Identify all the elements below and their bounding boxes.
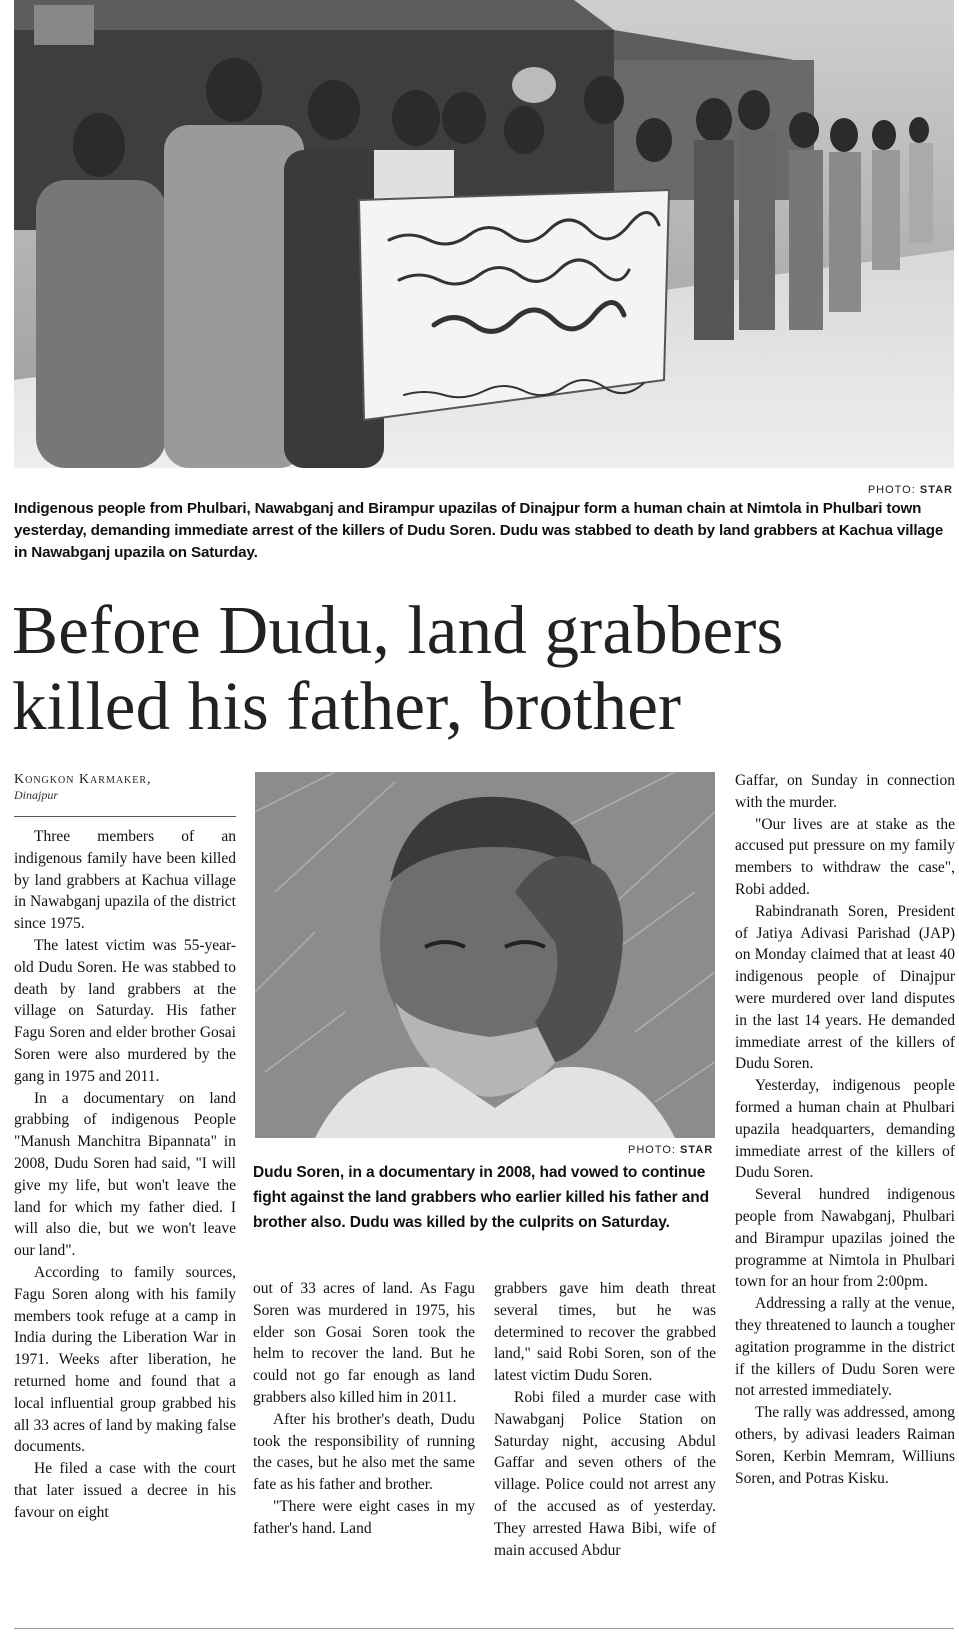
- paragraph: Rabindranath Soren, President of Jatiya Adivasi Parishad (JAP) on Monday claimed that at least 40 indigenous people of Dinajpur were murdered over land disputes in the last 14 years. He demanded immediate arrest of the killers of Dudu Soren.: [735, 902, 955, 1073]
- paragraph: According to family sources, Fagu Soren along with his family members took refuge at a camp in India during the Liberation War in 1971. Weeks after liberation, he returned home and found that a local influential group grabbed his all 33 acres of land by making false documents.: [14, 1263, 236, 1456]
- paragraph: out of 33 acres of land. As Fagu Soren was murdered in 1975, his elder son Gosai Soren took the helm to recover the land. But he could not go far enough as land grabbers also killed him in 2011.: [253, 1280, 475, 1406]
- credit-source: STAR: [680, 1144, 714, 1156]
- paragraph: After his brother's death, Dudu took the responsibility of running the cases, but he also met the same fate as his father and brother.: [253, 1410, 475, 1494]
- credit-source: STAR: [919, 484, 953, 496]
- paragraph: "Our lives are at stake as the accused put pressure on my family members to withdraw the case", Robi added.: [735, 815, 955, 898]
- photo-caption: Dudu Soren, in a documentary in 2008, had vowed to continue fight against the land grabbers who earlier killed his father and brother also. Dudu was killed by the culprits on Saturday.: [253, 1164, 710, 1231]
- paragraph: Yesterday, indigenous people formed a human chain at Phulbari upazila headquarters, demanding immediate arrest of the killers of Dudu Soren.: [735, 1077, 955, 1182]
- paragraph: Several hundred indigenous people from Nawabganj, Phulbari and Birampur upazilas joined the programme at Nimtola in Phulbari town for an hour from 2:00pm.: [735, 1186, 955, 1291]
- credit-label: PHOTO:: [867, 484, 916, 496]
- byline: [14, 772, 234, 803]
- dudu-soren-photo: [255, 772, 715, 1138]
- photo-caption: Indigenous people from Phulbari, Nawabganj and Birampur upazilas of Dinajpur form a human chain at Nimtola in Phulbari town yesterday, demanding immediate arrest of the killers of Dudu Soren. Dudu was stabbed to death by land grabbers at Kachua village in Nawabganj upazila on Saturday.: [14, 500, 944, 561]
- paragraph: In a documentary on land grabbing of indigenous People "Manush Manchitra Bipannata" in 2008, Dudu Soren had said, "I will give my life, but won't leave the land for which my father died. I will also die, but we won't leave our land".: [14, 1089, 236, 1260]
- paragraph: The rally was addressed, among others, by adivasi leaders Raiman Soren, Kerbin Memram, Williuns Soren, and Potras Kisku.: [735, 1404, 955, 1487]
- paragraph: He filed a case with the court that later issued a decree in his favour on eight: [14, 1460, 236, 1521]
- headline: Before Dudu, land grabbers killed his father, brother: [12, 592, 784, 744]
- paragraph: The latest victim was 55-year-old Dudu Soren. He was stabbed to death by land grabbers at the village on Saturday. His father Fagu Soren and elder brother Gosai Soren were also murdered by the gang in 1975 and 2011.: [14, 936, 236, 1085]
- article-column-3: [494, 1278, 716, 1561]
- photo-credit: [868, 484, 953, 496]
- paragraph: Addressing a rally at the venue, they threatened to launch a tougher agitation programme in the district if the killers of Dudu Soren were not arrested immediately.: [735, 1295, 955, 1400]
- human-chain-photo: [14, 0, 954, 468]
- credit-label: PHOTO:: [628, 1144, 676, 1156]
- article-column-1: [14, 826, 236, 1524]
- page-divider: [14, 1628, 954, 1629]
- byline-divider: [14, 816, 236, 817]
- paragraph: "There were eight cases in my father's hand. Land: [253, 1497, 475, 1537]
- photo-credit: [628, 1144, 713, 1156]
- byline-place: Dinajpur: [14, 788, 59, 802]
- article-column-4: [735, 770, 955, 1489]
- paragraph: Robi filed a murder case with Nawabganj Police Station on Saturday night, accusing Abdul Gaffar and seven others of the village. Police could not arrest any of the accused as of yesterday. They arrested Hawa Bibi, wife of main accused Abdur: [494, 1388, 716, 1559]
- byline-name: Kongkon Karmaker,: [14, 772, 152, 787]
- paragraph: Three members of an indigenous family have been killed by land grabbers at Kachua village in Nawabganj upazila of the district since 1975.: [14, 828, 236, 933]
- paragraph: grabbers gave him death threat several times, but he was determined to recover the grabbed land," said Robi Soren, son of the latest victim Dudu Soren.: [494, 1280, 716, 1385]
- article-column-2: [253, 1278, 475, 1540]
- paragraph: Gaffar, on Sunday in connection with the murder.: [735, 772, 955, 811]
